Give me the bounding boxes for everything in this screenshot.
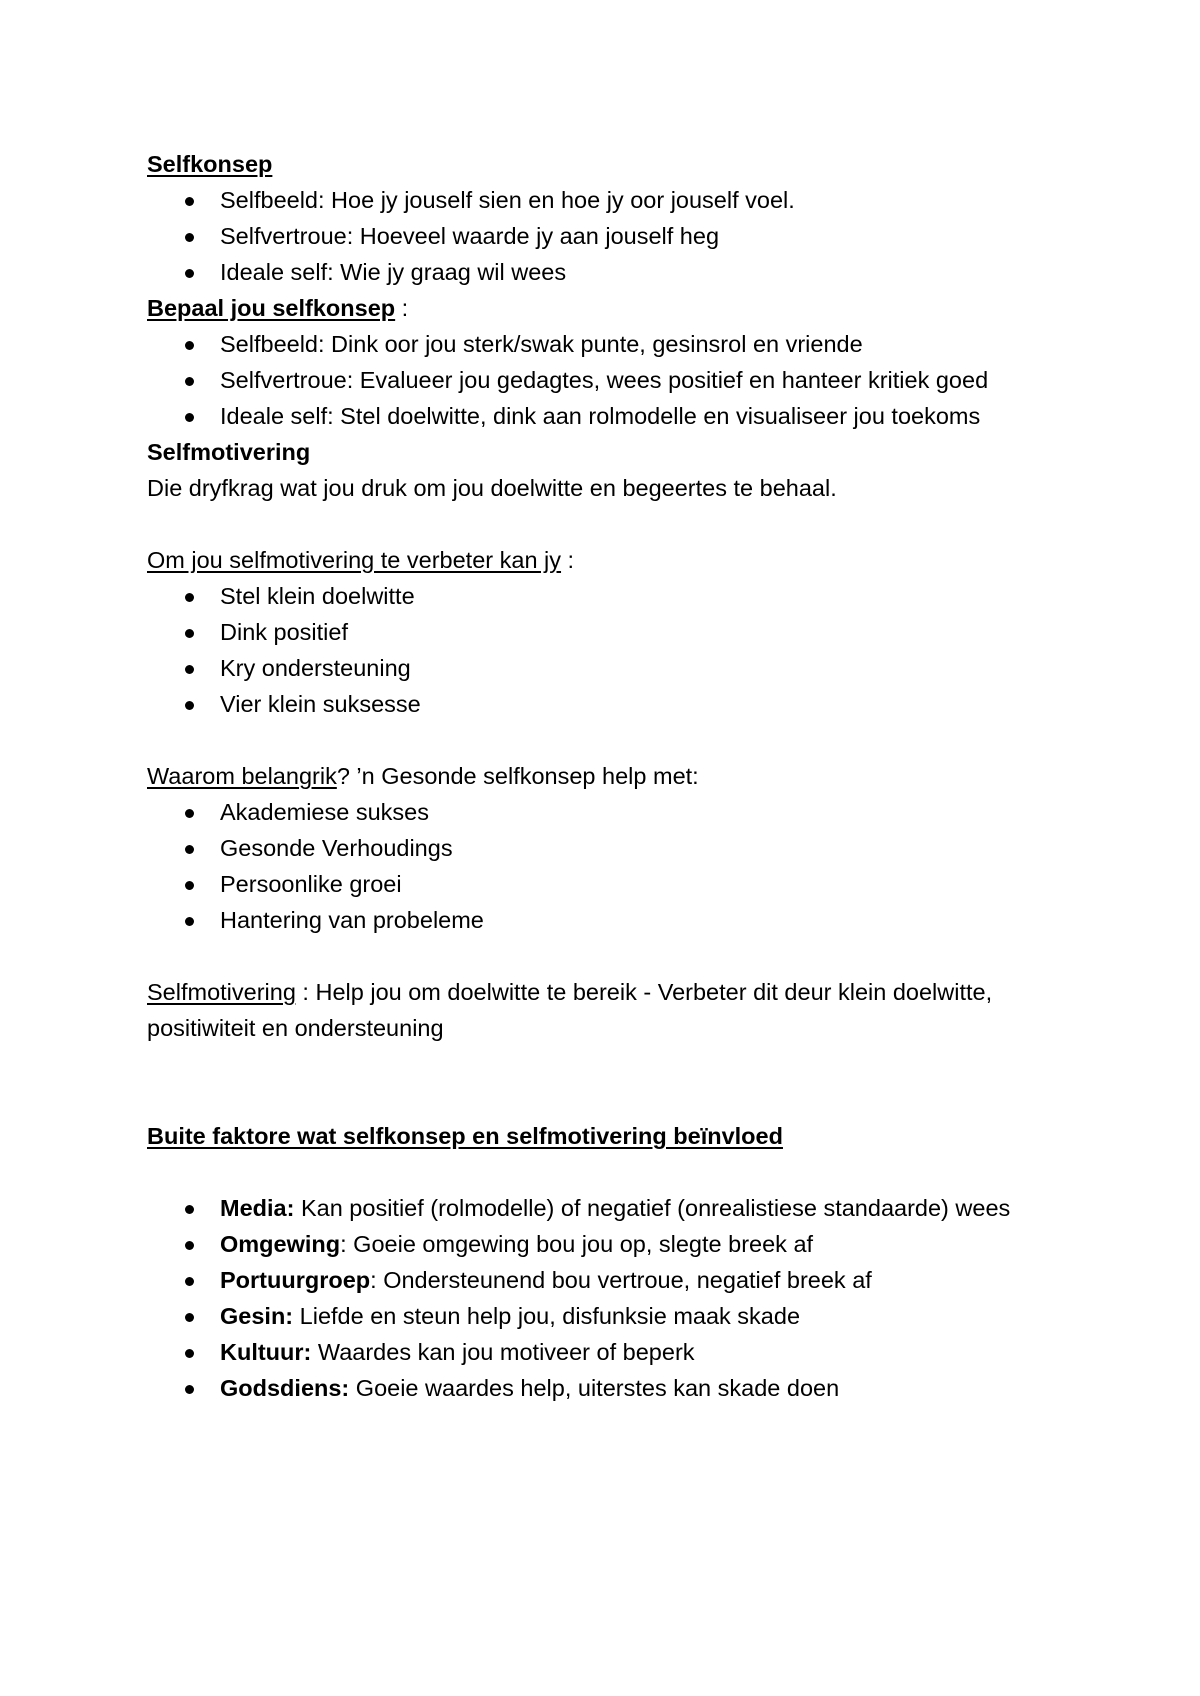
list-item: Gesonde Verhoudings [147,830,1067,866]
bullet-icon [185,917,194,926]
faktore-list [147,1190,1067,1406]
heading-bepaal-row: Bepaal jou selfkonsep : [147,295,409,321]
heading-selfmotivering-summary: Selfmotivering [147,979,296,1005]
document-page [147,146,1067,1406]
spacer [147,1154,1067,1190]
heading-verbeter: Om jou selfmotivering te verbeter kan jy [147,547,562,573]
bullet-icon [185,809,194,818]
bullet-icon [185,197,194,206]
spacer [147,722,1067,758]
verbeter-list [147,578,1067,722]
bullet-icon [185,233,194,242]
bullet-icon [185,341,194,350]
list-item: Selfbeeld: Hoe jy jouself sien en hoe jy oor jouself voel. [147,182,1067,218]
bullet-icon [185,1241,194,1250]
heading-buite-faktore: Buite faktore wat selfkonsep en selfmotivering beïnvloed [147,1123,783,1149]
heading-waarom-row: Waarom belangrik? ’n Gesonde selfkonsep help met: [147,763,699,789]
bullet-icon [185,413,194,422]
bepaal-list [147,326,1067,434]
heading-selfkonsep: Selfkonsep [147,151,273,177]
waarom-list [147,794,1067,938]
list-item: Stel klein doelwitte [147,578,1067,614]
selfmotivering-definition: Die dryfkrag wat jou druk om jou doelwitte en begeertes te behaal. [147,475,837,501]
list-item: Godsdiens: Goeie waardes help, uiterstes kan skade doen [147,1370,1067,1406]
bullet-icon [185,881,194,890]
spacer [147,1046,1067,1118]
bullet-icon [185,1349,194,1358]
list-item: Akademiese sukses [147,794,1067,830]
bullet-icon [185,593,194,602]
list-item: Gesin: Liefde en steun help jou, disfunksie maak skade [147,1298,1067,1334]
bullet-icon [185,1385,194,1394]
bullet-icon [185,1205,194,1214]
list-item: Selfbeeld: Dink oor jou sterk/swak punte, gesinsrol en vriende [147,326,1067,362]
heading-selfmotivering: Selfmotivering [147,439,311,465]
list-item: Kry ondersteuning [147,650,1067,686]
list-item: Media: Kan positief (rolmodelle) of negatief (onrealistiese standaarde) wees [147,1190,1067,1226]
list-item: Omgewing: Goeie omgewing bou jou op, slegte breek af [147,1226,1067,1262]
bullet-icon [185,665,194,674]
selfmotivering-summary: Selfmotivering : Help jou om doelwitte te bereik - Verbeter dit deur klein doelwitte, positiwiteit en ondersteuning [147,979,993,1041]
list-item: Kultuur: Waardes kan jou motiveer of beperk [147,1334,1067,1370]
selfkonsep-list [147,182,1067,290]
heading-bepaal: Bepaal jou selfkonsep [147,295,396,321]
list-item: Dink positief [147,614,1067,650]
list-item: Portuurgroep: Ondersteunend bou vertroue, negatief breek af [147,1262,1067,1298]
list-item: Persoonlike groei [147,866,1067,902]
bullet-icon [185,1277,194,1286]
spacer [147,938,1067,974]
list-item: Hantering van probeleme [147,902,1067,938]
heading-verbeter-row: Om jou selfmotivering te verbeter kan jy : [147,547,575,573]
bullet-icon [185,377,194,386]
heading-waarom: Waarom belangrik [147,763,337,789]
bullet-icon [185,629,194,638]
bullet-icon [185,845,194,854]
bullet-icon [185,1313,194,1322]
spacer [147,506,1067,542]
list-item: Selfvertroue: Hoeveel waarde jy aan jouself heg [147,218,1067,254]
list-item: Selfvertroue: Evalueer jou gedagtes, wees positief en hanteer kritiek goed [147,362,1067,398]
bullet-icon [185,701,194,710]
list-item: Ideale self: Stel doelwitte, dink aan rolmodelle en visualiseer jou toekoms [147,398,1067,434]
list-item: Ideale self: Wie jy graag wil wees [147,254,1067,290]
list-item: Vier klein suksesse [147,686,1067,722]
bullet-icon [185,269,194,278]
